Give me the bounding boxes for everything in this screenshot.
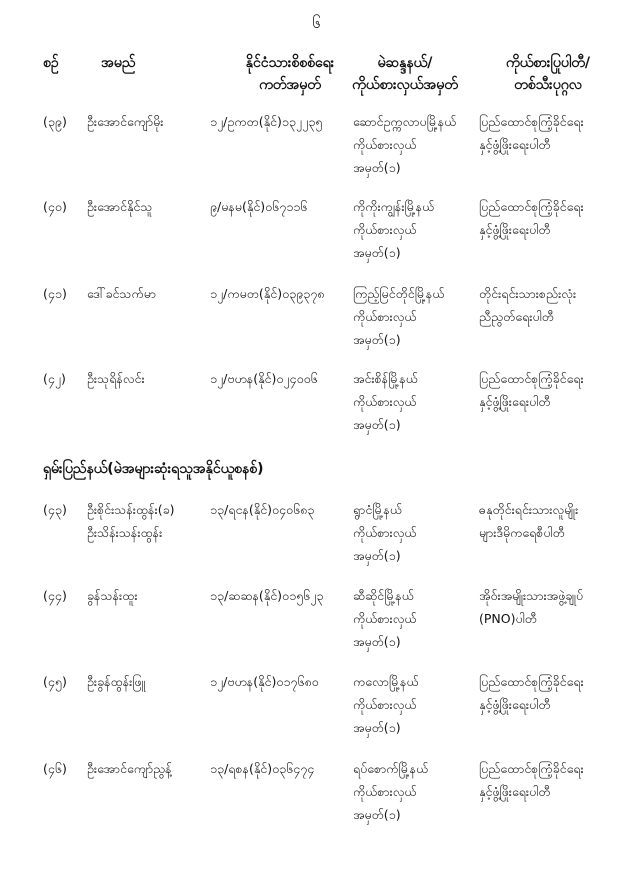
row-no: (၄၅) <box>43 674 67 689</box>
row-constituency: အင်းစိန်မြို့နယ် ကိုယ်စားလှယ် အမှတ်(၁) <box>353 371 418 432</box>
row-name: ခွန်သန်းထူး <box>87 588 138 603</box>
row-party: ဓနုတိုင်းရင်းသားလူမျိုး များဒီမိုကရေစီပါတီ <box>479 502 579 540</box>
row-party: ပြည်ထောင်စုကြံ့ခိုင်ရေး နှင့်ဖွံ့ဖြိုးရေးပါတီ <box>479 371 584 409</box>
row-party: ပြည်ထောင်စုကြံ့ခိုင်ရေး နှင့်ဖွံ့ဖြိုးရေးပါတီ <box>479 114 584 152</box>
row-party: တိုင်းရင်းသားစည်းလုံး ညီညွတ်ရေးပါတီ <box>479 286 577 324</box>
row-party: ပြည်ထောင်စုကြံ့ခိုင်ရေး နှင့်ဖွံ့ဖြိုးရေးပါတီ <box>479 674 584 712</box>
row-no: (၄၃) <box>43 502 67 517</box>
row-constituency: ကိုကိုးကျွန်းမြို့နယ် ကိုယ်စားလှယ် အမှတ်(၁) <box>353 199 435 260</box>
row-no: (၃၉) <box>43 114 67 129</box>
header-party: ကိုယ်စားပြုပါတီ/ တစ်သီးပုဂ္ဂလ <box>506 55 590 93</box>
row-no: (၄၁) <box>43 286 67 301</box>
row-nrc: ၁၂/ဗဟန(နိုင်)၀၁၇၆၈၀ <box>210 674 319 689</box>
row-name: ဦးအောင်နိုင်သူ <box>87 199 153 214</box>
row-name: ဒေါ်ခင်သက်မာ <box>87 286 157 301</box>
row-party: ပြည်ထောင်စုကြံ့ခိုင်ရေး နှင့်ဖွံ့ဖြိုးရေးပါတီ <box>479 761 584 799</box>
row-constituency: ဆောင်ဥက္ကလာပမြို့နယ် ကိုယ်စားလှယ် အမှတ်(၁) <box>353 114 457 175</box>
row-party: အိုဝ်းအမျိုးသားအဖွဲ့ချုပ် (PNO)ပါတီ <box>479 588 584 626</box>
header-no: စဉ် <box>43 55 59 71</box>
row-name: ဦးစိုင်းသန်းထွန်း(ခ) ဦးသိန်းသန်းထွန်း <box>87 502 175 540</box>
row-constituency: ဆီဆိုင်မြို့နယ် ကိုယ်စားလှယ် အမှတ်(၁) <box>353 588 417 649</box>
row-party: ပြည်ထောင်စုကြံ့ခိုင်ရေး နှင့်ဖွံ့ဖြိုးရေးပါတီ <box>479 199 584 237</box>
row-nrc: ၁၃/ဆဆန(နိုင်)၀၁၅၆၂၃ <box>210 588 324 603</box>
row-no: (၄၂) <box>43 371 66 386</box>
row-nrc: ၁၃/ရငန(နိုင်)၀၄၀၆၈၃ <box>210 502 315 517</box>
row-nrc: ၉/မနမ(နိုင်)၀၆၇၁၁၆ <box>210 199 308 214</box>
row-no: (၄၄) <box>43 588 67 603</box>
row-name: ဦးအောင်ကျော်မိုး <box>87 114 164 129</box>
header-name: အမည် <box>101 55 136 71</box>
row-nrc: ၁၂/ဥကတ(နိုင်)၁၃၂၂၃၅ <box>210 114 323 129</box>
row-nrc: ၁၂/ဗဟန(နိုင်)၀၂၄၀၀၆ <box>210 371 318 386</box>
page-number: ၆ <box>312 14 321 32</box>
row-constituency: ကြည့်မြင်တိုင်မြို့နယ် ကိုယ်စားလှယ် အမှတ်(၁) <box>353 286 445 347</box>
row-name: ဦးအောင်ကျော်ညွန့် <box>87 761 172 776</box>
header-nrc: နိုင်ငံသားစိစစ်ရေး ကတ်အမှတ် <box>245 55 335 93</box>
section-title: ရှမ်းပြည်နယ်(မဲအများဆုံးရသူအနိုင်ယူစနစ်) <box>43 461 264 477</box>
header-constituency: မဲဆန္ဒနယ်/ ကိုယ်စားလှယ်အမှတ် <box>352 55 458 93</box>
row-constituency: ရပ်စောက်မြို့နယ် ကိုယ်စားလှယ် အမှတ်(၁) <box>353 761 429 822</box>
row-no: (၄၀) <box>43 199 67 214</box>
row-name: ဦးသုရိန်လင်း <box>87 371 145 386</box>
row-no: (၄၆) <box>43 761 67 776</box>
row-constituency: ရွာငံမြို့နယ် ကိုယ်စားလှယ် အမှတ်(၁) <box>353 502 417 563</box>
table-header <box>0 52 633 102</box>
row-name: ဦးခွန်ထွန်းဖြူ <box>87 674 146 689</box>
row-nrc: ၁၃/ရစန(နိုင်)၀၃၆၄၇၄ <box>210 761 315 776</box>
row-constituency: ကလောမြို့နယ် ကိုယ်စားလှယ် အမှတ်(၁) <box>353 674 419 735</box>
row-nrc: ၁၂/ကမတ(နိုင်)၀၃၉၃၇၈ <box>210 286 325 301</box>
